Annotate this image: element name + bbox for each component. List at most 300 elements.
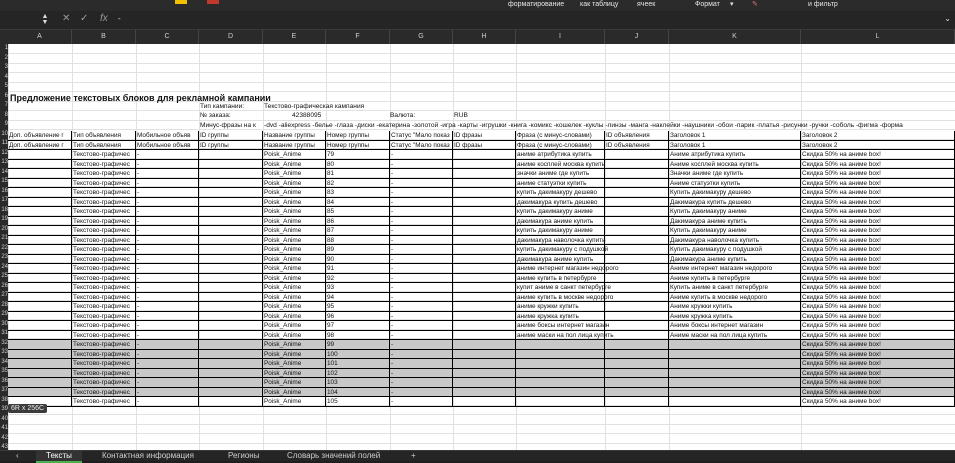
table-cell[interactable]: Текстово-графичес bbox=[72, 302, 136, 312]
table-cell[interactable] bbox=[8, 169, 72, 179]
table-cell[interactable] bbox=[199, 150, 263, 160]
row-header[interactable]: 6 bbox=[4, 92, 8, 99]
table-cell[interactable]: Аниме косплей москва купить bbox=[669, 160, 801, 170]
row-header[interactable]: 4 bbox=[4, 73, 8, 80]
table-cell[interactable]: 97 bbox=[326, 321, 390, 331]
table-cell[interactable] bbox=[199, 340, 263, 350]
row-header[interactable]: 2 bbox=[4, 54, 8, 61]
row-header[interactable]: 22 bbox=[1, 244, 8, 251]
table-cell[interactable]: - bbox=[136, 160, 199, 170]
order-value[interactable]: 42388095 bbox=[292, 112, 322, 119]
table-cell[interactable]: Скидка 50% на аниме box! bbox=[801, 255, 955, 265]
table-cell[interactable] bbox=[8, 369, 72, 379]
table-cell[interactable] bbox=[605, 188, 669, 198]
table-cell[interactable]: Скидка 50% на аниме box! bbox=[801, 226, 955, 236]
table-cell[interactable]: Poisk_Anime bbox=[263, 283, 326, 293]
table-cell[interactable]: - bbox=[136, 388, 199, 398]
table-cell[interactable] bbox=[669, 350, 801, 360]
table-cell[interactable] bbox=[605, 169, 669, 179]
row-header[interactable]: 21 bbox=[1, 235, 8, 241]
table-header-cell[interactable]: Номер группы bbox=[326, 141, 390, 151]
table-cell[interactable]: - bbox=[390, 378, 453, 388]
table-header-cell[interactable]: Доп. объявление г bbox=[8, 141, 72, 151]
table-header-cell[interactable]: Статус "Мало показ bbox=[390, 141, 453, 151]
table-cell[interactable] bbox=[199, 217, 263, 227]
table-cell[interactable] bbox=[8, 359, 72, 369]
table-cell[interactable]: купить дакимакуру аниме bbox=[516, 207, 605, 217]
table-cell[interactable]: - bbox=[136, 169, 199, 179]
table-cell[interactable]: Текстово-графичес bbox=[72, 378, 136, 388]
table-cell[interactable] bbox=[8, 302, 72, 312]
table-cell[interactable] bbox=[605, 245, 669, 255]
table-cell[interactable]: 81 bbox=[326, 169, 390, 179]
column-header-l[interactable]: L bbox=[801, 30, 955, 44]
table-cell[interactable]: Дакимакура наволочка купить bbox=[669, 236, 801, 246]
table-cell[interactable]: Аниме кружка купить bbox=[669, 312, 801, 322]
table-cell[interactable]: 92 bbox=[326, 274, 390, 284]
table-cell[interactable]: 86 bbox=[326, 217, 390, 227]
table-cell[interactable]: - bbox=[390, 207, 453, 217]
table-cell[interactable]: - bbox=[136, 378, 199, 388]
table-cell[interactable]: Значки аниме где купить bbox=[669, 169, 801, 179]
table-cell[interactable] bbox=[453, 226, 516, 236]
table-cell[interactable]: Скидка 50% на аниме box! bbox=[801, 207, 955, 217]
table-cell[interactable]: Poisk_Anime bbox=[263, 255, 326, 265]
table-cell[interactable]: Аниме маски на пол лица купить bbox=[669, 331, 801, 341]
table-cell[interactable] bbox=[199, 312, 263, 322]
table-cell[interactable] bbox=[8, 283, 72, 293]
table-cell[interactable]: Аниме кружки купить bbox=[669, 302, 801, 312]
table-cell[interactable] bbox=[199, 236, 263, 246]
table-cell[interactable]: аниме кружки купить bbox=[516, 302, 605, 312]
table-header-cell[interactable]: Фраза (с минус-словами) bbox=[516, 131, 605, 141]
table-cell[interactable]: - bbox=[136, 188, 199, 198]
table-cell[interactable]: - bbox=[390, 293, 453, 303]
row-header[interactable]: 20 bbox=[1, 225, 8, 232]
table-cell[interactable] bbox=[8, 160, 72, 170]
table-cell[interactable]: - bbox=[390, 236, 453, 246]
table-cell[interactable]: 88 bbox=[326, 236, 390, 246]
table-cell[interactable] bbox=[453, 312, 516, 322]
table-header-cell[interactable]: Доп. объявление г bbox=[8, 131, 72, 141]
table-cell[interactable] bbox=[669, 359, 801, 369]
table-cell[interactable]: Poisk_Anime bbox=[263, 378, 326, 388]
table-cell[interactable] bbox=[516, 350, 605, 360]
row-header[interactable]: 7 bbox=[4, 102, 8, 108]
table-cell[interactable]: аниме кружка купить bbox=[516, 312, 605, 322]
table-cell[interactable] bbox=[669, 369, 801, 379]
table-cell[interactable]: - bbox=[390, 331, 453, 341]
table-cell[interactable] bbox=[199, 264, 263, 274]
row-header[interactable]: 13 bbox=[1, 159, 8, 165]
table-cell[interactable]: Скидка 50% на аниме box! bbox=[801, 264, 955, 274]
prev-sheet-icon[interactable]: ‹ bbox=[16, 451, 19, 460]
table-cell[interactable]: Текстово-графичес bbox=[72, 283, 136, 293]
table-cell[interactable]: Скидка 50% на аниме box! bbox=[801, 340, 955, 350]
table-header-cell[interactable]: Название группы bbox=[263, 141, 326, 151]
table-cell[interactable] bbox=[453, 331, 516, 341]
table-cell[interactable]: Poisk_Anime bbox=[263, 150, 326, 160]
table-cell[interactable]: аниме маски на пол лица купить bbox=[517, 331, 614, 339]
table-cell[interactable]: Аниме купить в москве недорого bbox=[669, 293, 801, 303]
table-cell[interactable] bbox=[199, 198, 263, 208]
format-as-table-button[interactable]: как таблицу bbox=[580, 1, 619, 8]
table-cell[interactable]: Аниме статуэтки купить bbox=[669, 179, 801, 189]
table-cell[interactable]: - bbox=[136, 264, 199, 274]
table-cell[interactable]: 89 bbox=[326, 245, 390, 255]
table-cell[interactable] bbox=[453, 169, 516, 179]
table-cell[interactable] bbox=[199, 179, 263, 189]
table-cell[interactable]: 102 bbox=[326, 369, 390, 379]
table-cell[interactable]: Текстово-графичес bbox=[72, 274, 136, 284]
table-cell[interactable] bbox=[453, 255, 516, 265]
table-cell[interactable]: 83 bbox=[326, 188, 390, 198]
table-cell[interactable]: 93 bbox=[326, 283, 390, 293]
table-cell[interactable]: аниме купить в петербурге bbox=[516, 274, 605, 284]
table-cell[interactable]: Poisk_Anime bbox=[263, 236, 326, 246]
table-cell[interactable]: Скидка 50% на аниме box! bbox=[801, 245, 955, 255]
table-cell[interactable] bbox=[605, 236, 669, 246]
table-cell[interactable]: Скидка 50% на аниме box! bbox=[801, 378, 955, 388]
row-header[interactable]: 9 bbox=[4, 121, 8, 127]
campaign-type-value[interactable]: Текстово-графическая кампания bbox=[264, 103, 365, 110]
table-cell[interactable]: Poisk_Anime bbox=[263, 179, 326, 189]
table-cell[interactable] bbox=[199, 169, 263, 179]
table-cell[interactable] bbox=[516, 388, 605, 398]
table-cell[interactable]: Дакимакура купить дешево bbox=[669, 198, 801, 208]
table-cell[interactable]: дакимакура аниме купить bbox=[516, 255, 605, 265]
table-cell[interactable]: Текстово-графичес bbox=[72, 179, 136, 189]
table-header-cell[interactable]: ID фразы bbox=[453, 131, 516, 141]
table-cell[interactable] bbox=[453, 207, 516, 217]
row-header[interactable]: 43 bbox=[1, 444, 8, 450]
table-cell[interactable]: Скидка 50% на аниме box! bbox=[801, 179, 955, 189]
table-cell[interactable]: аниме статуэтки купить bbox=[516, 179, 605, 189]
table-cell[interactable] bbox=[453, 217, 516, 227]
table-cell[interactable]: Текстово-графичес bbox=[72, 217, 136, 227]
table-cell[interactable]: 105 bbox=[326, 397, 390, 407]
table-cell[interactable]: Текстово-графичес bbox=[72, 198, 136, 208]
formula-input[interactable]: - bbox=[118, 14, 121, 23]
row-header[interactable]: 40 bbox=[1, 415, 8, 422]
row-header[interactable]: 19 bbox=[1, 216, 8, 222]
table-cell[interactable]: Текстово-графичес bbox=[72, 293, 136, 303]
table-header-cell[interactable]: Мобильное объяв bbox=[136, 131, 199, 141]
table-header-cell[interactable]: ID группы bbox=[199, 141, 263, 151]
row-header[interactable]: 5 bbox=[4, 83, 8, 89]
table-header-cell[interactable]: Фраза (с минус-словами) bbox=[516, 141, 605, 151]
table-cell[interactable] bbox=[669, 378, 801, 388]
table-cell[interactable]: Купить дакимакуру аниме bbox=[669, 226, 801, 236]
table-cell[interactable]: - bbox=[390, 188, 453, 198]
table-cell[interactable] bbox=[453, 188, 516, 198]
table-cell[interactable] bbox=[605, 150, 669, 160]
table-cell[interactable]: - bbox=[390, 369, 453, 379]
table-cell[interactable] bbox=[199, 350, 263, 360]
column-header-b[interactable]: B bbox=[72, 30, 136, 44]
table-cell[interactable]: Аниме боксы интернет магазин bbox=[669, 321, 801, 331]
table-cell[interactable]: - bbox=[136, 321, 199, 331]
table-cell[interactable]: Poisk_Anime bbox=[263, 226, 326, 236]
table-cell[interactable]: Текстово-графичес bbox=[72, 150, 136, 160]
cell-styles-button[interactable]: ячеек bbox=[637, 1, 656, 8]
table-cell[interactable]: 96 bbox=[326, 312, 390, 322]
table-cell[interactable]: Текстово-графичес bbox=[72, 321, 136, 331]
table-cell[interactable] bbox=[453, 340, 516, 350]
table-cell[interactable]: - bbox=[390, 169, 453, 179]
table-cell[interactable] bbox=[453, 245, 516, 255]
table-cell[interactable] bbox=[453, 369, 516, 379]
table-cell[interactable]: Poisk_Anime bbox=[263, 388, 326, 398]
table-cell[interactable]: Купить дакимакуру дешево bbox=[669, 188, 801, 198]
table-cell[interactable]: - bbox=[136, 198, 199, 208]
minus-phrases-value[interactable]: -dvd -aliexpress -белье -глаза -диски -екатерина -золотой -игра -карты -игрушки -книга -комикс -кошелек -куклы -линзы -манга -наклейки -наушники -обои -парик -платья -рисунки -ручки -соболь -фигма -форма bbox=[264, 122, 903, 129]
table-cell[interactable]: 84 bbox=[326, 198, 390, 208]
table-cell[interactable] bbox=[453, 350, 516, 360]
table-cell[interactable]: Текстово-графичес bbox=[72, 188, 136, 198]
row-header[interactable]: 1 bbox=[4, 45, 8, 51]
table-cell[interactable]: 85 bbox=[326, 207, 390, 217]
table-cell[interactable]: Текстово-графичес bbox=[72, 388, 136, 398]
table-cell[interactable]: Текстово-графичес bbox=[72, 264, 136, 274]
table-cell[interactable]: Скидка 50% на аниме box! bbox=[801, 188, 955, 198]
table-cell[interactable] bbox=[199, 283, 263, 293]
table-cell[interactable]: Текстово-графичес bbox=[72, 331, 136, 341]
table-cell[interactable] bbox=[453, 378, 516, 388]
table-cell[interactable] bbox=[8, 245, 72, 255]
table-cell[interactable] bbox=[605, 283, 669, 293]
column-header-f[interactable]: F bbox=[326, 30, 390, 44]
table-cell[interactable] bbox=[605, 226, 669, 236]
tab-regions[interactable]: Регионы bbox=[228, 451, 260, 460]
table-cell[interactable]: 101 bbox=[326, 359, 390, 369]
table-cell[interactable] bbox=[199, 245, 263, 255]
row-header[interactable]: 41 bbox=[1, 425, 8, 431]
table-cell[interactable] bbox=[8, 293, 72, 303]
row-header[interactable]: 12 bbox=[1, 149, 8, 156]
row-header[interactable]: 24 bbox=[1, 263, 8, 270]
table-cell[interactable]: Скидка 50% на аниме box! bbox=[801, 198, 955, 208]
table-cell[interactable]: - bbox=[390, 340, 453, 350]
table-cell[interactable] bbox=[453, 274, 516, 284]
table-cell[interactable]: - bbox=[136, 245, 199, 255]
table-cell[interactable]: - bbox=[136, 312, 199, 322]
table-cell[interactable]: - bbox=[136, 302, 199, 312]
table-cell[interactable]: Аниме интернет магазин недорого bbox=[669, 264, 801, 274]
table-cell[interactable]: - bbox=[136, 350, 199, 360]
table-cell[interactable]: - bbox=[136, 150, 199, 160]
row-header[interactable]: 34 bbox=[1, 358, 8, 365]
table-cell[interactable]: Poisk_Anime bbox=[263, 169, 326, 179]
table-cell[interactable] bbox=[199, 397, 263, 407]
table-cell[interactable] bbox=[453, 160, 516, 170]
table-cell[interactable]: - bbox=[390, 359, 453, 369]
table-header-cell[interactable]: Номер группы bbox=[326, 131, 390, 141]
table-cell[interactable]: аниме купить в москве недорого bbox=[517, 293, 614, 301]
row-header[interactable]: 28 bbox=[1, 301, 8, 308]
name-box-stepper[interactable]: ▲ ▼ bbox=[41, 13, 49, 26]
row-header[interactable]: 36 bbox=[1, 377, 8, 384]
table-cell[interactable] bbox=[516, 378, 605, 388]
table-cell[interactable] bbox=[453, 150, 516, 160]
table-header-cell[interactable]: Тип объявления bbox=[72, 141, 136, 151]
row-header[interactable]: 26 bbox=[1, 282, 8, 289]
tab-field-dictionary[interactable]: Словарь значений полей bbox=[287, 451, 381, 460]
table-cell[interactable]: - bbox=[390, 245, 453, 255]
table-header-cell[interactable]: ID объявления bbox=[605, 141, 669, 151]
table-cell[interactable] bbox=[8, 350, 72, 360]
table-cell[interactable]: аниме боксы интернет магазин bbox=[517, 322, 610, 329]
table-cell[interactable]: Poisk_Anime bbox=[263, 160, 326, 170]
table-cell[interactable]: Скидка 50% на аниме box! bbox=[801, 397, 955, 407]
table-cell[interactable]: - bbox=[136, 255, 199, 265]
table-cell[interactable] bbox=[8, 255, 72, 265]
spreadsheet-grid[interactable] bbox=[8, 44, 955, 450]
table-cell[interactable] bbox=[8, 217, 72, 227]
table-cell[interactable] bbox=[516, 397, 605, 407]
table-cell[interactable]: Poisk_Anime bbox=[263, 369, 326, 379]
table-cell[interactable]: 99 bbox=[326, 340, 390, 350]
table-cell[interactable]: Скидка 50% на аниме box! bbox=[801, 236, 955, 246]
add-sheet-button[interactable]: + bbox=[411, 451, 416, 460]
row-header[interactable]: 10 bbox=[1, 130, 8, 137]
table-cell[interactable] bbox=[453, 359, 516, 369]
table-cell[interactable] bbox=[605, 369, 669, 379]
table-cell[interactable]: Текстово-графичес bbox=[72, 312, 136, 322]
row-header[interactable]: 38 bbox=[1, 396, 8, 403]
table-cell[interactable]: Текстово-графичес bbox=[72, 245, 136, 255]
tab-contact-info[interactable]: Контактная информация bbox=[102, 451, 194, 460]
table-cell[interactable]: Текстово-графичес bbox=[72, 236, 136, 246]
table-cell[interactable]: Скидка 50% на аниме box! bbox=[801, 312, 955, 322]
table-cell[interactable] bbox=[8, 321, 72, 331]
table-cell[interactable]: Poisk_Anime bbox=[263, 340, 326, 350]
table-cell[interactable]: - bbox=[136, 179, 199, 189]
table-cell[interactable] bbox=[605, 217, 669, 227]
table-cell[interactable] bbox=[516, 340, 605, 350]
column-header-j[interactable]: J bbox=[605, 30, 669, 44]
row-header[interactable]: 8 bbox=[4, 111, 8, 118]
table-cell[interactable]: Poisk_Anime bbox=[263, 198, 326, 208]
table-cell[interactable]: Poisk_Anime bbox=[263, 264, 326, 274]
table-cell[interactable]: - bbox=[390, 283, 453, 293]
table-cell[interactable]: Скидка 50% на аниме box! bbox=[801, 302, 955, 312]
row-header[interactable]: 31 bbox=[1, 330, 8, 336]
row-header[interactable]: 18 bbox=[1, 206, 8, 213]
cancel-icon[interactable]: ✕ bbox=[62, 13, 71, 24]
table-cell[interactable]: Скидка 50% на аниме box! bbox=[801, 160, 955, 170]
table-cell[interactable] bbox=[8, 226, 72, 236]
table-cell[interactable]: купить дакимакуру с подушкой bbox=[517, 246, 609, 253]
table-cell[interactable]: Скидка 50% на аниме box! bbox=[801, 350, 955, 360]
table-cell[interactable]: 98 bbox=[326, 331, 390, 341]
table-cell[interactable] bbox=[605, 378, 669, 388]
function-icon[interactable]: fx bbox=[100, 13, 108, 24]
table-cell[interactable] bbox=[605, 350, 669, 360]
column-header-i[interactable]: I bbox=[516, 30, 605, 44]
table-cell[interactable]: 100 bbox=[326, 350, 390, 360]
table-cell[interactable]: - bbox=[390, 350, 453, 360]
table-cell[interactable]: - bbox=[390, 255, 453, 265]
table-header-cell[interactable]: ID фразы bbox=[453, 141, 516, 151]
table-cell[interactable] bbox=[8, 388, 72, 398]
eraser-icon[interactable]: ✎ bbox=[752, 1, 758, 8]
row-header[interactable]: 37 bbox=[1, 387, 8, 393]
table-cell[interactable]: Poisk_Anime bbox=[263, 207, 326, 217]
table-cell[interactable] bbox=[199, 378, 263, 388]
table-cell[interactable]: 80 bbox=[326, 160, 390, 170]
table-cell[interactable] bbox=[605, 264, 669, 274]
table-cell[interactable] bbox=[8, 340, 72, 350]
table-header-cell[interactable]: Статус "Мало показ bbox=[390, 131, 453, 141]
table-cell[interactable] bbox=[605, 302, 669, 312]
table-cell[interactable]: аниме атрибутика купить bbox=[516, 150, 605, 160]
row-header[interactable]: 11 bbox=[1, 140, 8, 146]
table-header-cell[interactable]: Название группы bbox=[263, 131, 326, 141]
table-cell[interactable]: - bbox=[136, 226, 199, 236]
table-cell[interactable] bbox=[605, 397, 669, 407]
table-cell[interactable]: Купить аниме в санкт петербурге bbox=[669, 283, 801, 293]
table-header-cell[interactable]: Тип объявления bbox=[72, 131, 136, 141]
table-cell[interactable]: Купить дакимакуру с подушкой bbox=[669, 245, 801, 255]
table-cell[interactable]: - bbox=[390, 274, 453, 284]
column-header-d[interactable]: D bbox=[199, 30, 263, 44]
table-header-cell[interactable]: Заголовок 2 bbox=[801, 141, 955, 151]
table-cell[interactable]: значки аниме где купить bbox=[516, 169, 605, 179]
table-cell[interactable] bbox=[453, 179, 516, 189]
row-header[interactable]: 42 bbox=[1, 434, 8, 441]
table-cell[interactable]: Текстово-графичес bbox=[72, 169, 136, 179]
table-cell[interactable]: дакимакура купить дешево bbox=[516, 198, 605, 208]
table-cell[interactable] bbox=[605, 312, 669, 322]
highlight-color-swatch[interactable] bbox=[175, 0, 187, 4]
column-header-g[interactable]: G bbox=[390, 30, 453, 44]
table-cell[interactable]: Скидка 50% на аниме box! bbox=[801, 388, 955, 398]
table-cell[interactable] bbox=[8, 207, 72, 217]
table-cell[interactable]: Текстово-графичес bbox=[72, 207, 136, 217]
table-cell[interactable]: Poisk_Anime bbox=[263, 321, 326, 331]
table-cell[interactable]: Poisk_Anime bbox=[263, 217, 326, 227]
row-header[interactable]: 23 bbox=[1, 254, 8, 260]
table-cell[interactable] bbox=[453, 283, 516, 293]
table-cell[interactable] bbox=[605, 340, 669, 350]
table-cell[interactable] bbox=[453, 293, 516, 303]
table-cell[interactable] bbox=[199, 331, 263, 341]
table-cell[interactable] bbox=[199, 293, 263, 303]
table-cell[interactable]: Poisk_Anime bbox=[263, 302, 326, 312]
table-cell[interactable] bbox=[605, 321, 669, 331]
table-cell[interactable] bbox=[8, 312, 72, 322]
column-header-h[interactable]: H bbox=[453, 30, 516, 44]
table-cell[interactable] bbox=[605, 160, 669, 170]
table-cell[interactable]: - bbox=[390, 264, 453, 274]
row-header[interactable]: 3 bbox=[4, 64, 8, 70]
table-cell[interactable]: Poisk_Anime bbox=[263, 350, 326, 360]
row-header[interactable]: 39 bbox=[1, 406, 8, 412]
row-header[interactable]: 27 bbox=[1, 292, 8, 298]
table-cell[interactable] bbox=[605, 359, 669, 369]
table-cell[interactable]: 91 bbox=[326, 264, 390, 274]
row-header[interactable]: 14 bbox=[1, 168, 8, 175]
row-header[interactable]: 17 bbox=[1, 197, 8, 203]
table-cell[interactable] bbox=[8, 264, 72, 274]
table-cell[interactable]: дакимакура наволочка купить bbox=[517, 236, 606, 244]
table-cell[interactable]: - bbox=[136, 397, 199, 407]
table-cell[interactable]: Текстово-графичес bbox=[72, 359, 136, 369]
table-cell[interactable]: Текстово-графичес bbox=[72, 397, 136, 407]
table-cell[interactable]: Poisk_Anime bbox=[263, 274, 326, 284]
table-cell[interactable]: аниме интернет магазин недорого bbox=[517, 265, 619, 272]
